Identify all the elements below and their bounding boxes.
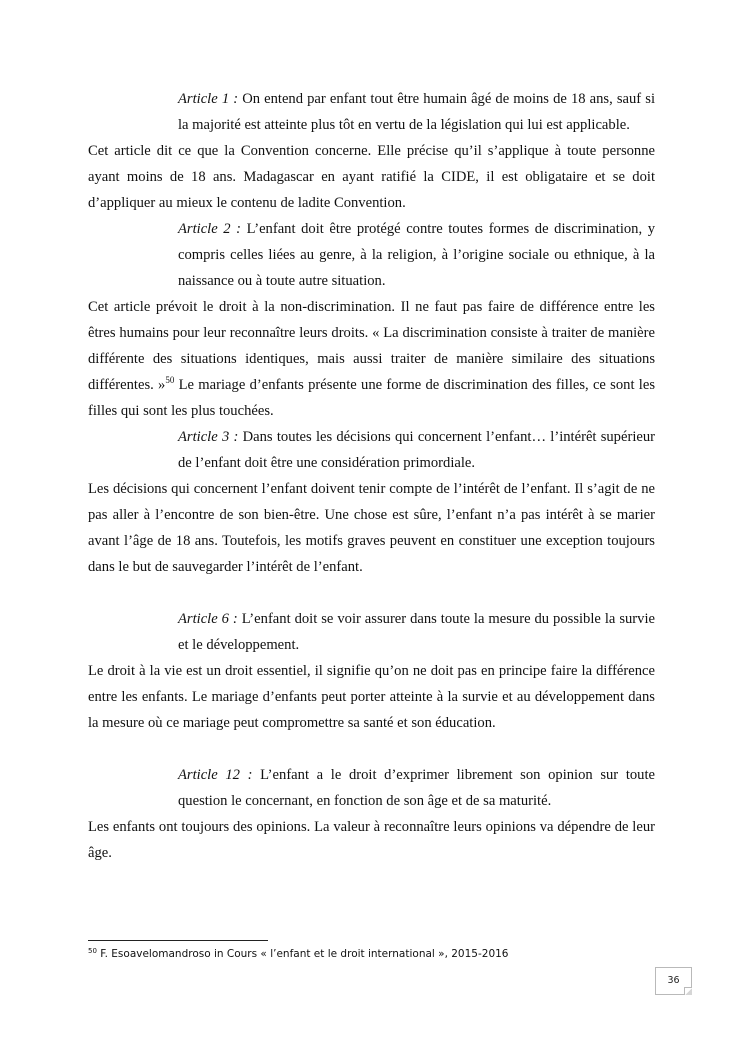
- footnote-number: 50: [88, 947, 97, 955]
- blank-line: [88, 736, 655, 762]
- paragraph-4: Le droit à la vie est un droit essentiel, il signifie qu’on ne doit pas en principe faire la différence entre les enfants. Le mariage d’enfants peut porter atteinte à la survie et au développement dans la mesure où ce mariage peut compromettre sa santé et son éducation.: [88, 663, 655, 731]
- article-12-label: Article 12 :: [178, 767, 253, 783]
- footnote-separator: [88, 940, 268, 941]
- article-1-quote: [178, 86, 655, 138]
- article-12-quote: [178, 762, 655, 814]
- article-6-text: L’enfant doit se voir assurer dans toute la mesure du possible la survie et le développement.: [178, 611, 655, 653]
- article-1-text: On entend par enfant tout être humain âgé de moins de 18 ans, sauf si la majorité est atteinte plus tôt en vertu de la législation qui lui est applicable.: [178, 91, 655, 133]
- article-1-label: Article 1 :: [178, 91, 239, 107]
- article-3-text: Dans toutes les décisions qui concernent l’enfant… l’intérêt supérieur de l’enfant doit être une considération primordiale.: [178, 429, 656, 471]
- article-3-label: Article 3 :: [178, 429, 239, 445]
- paragraph-2-part-1: Cet article prévoit le droit à la non-discrimination. Il ne faut pas faire de différence entre les êtres humains pour leur reconnaître leurs droits. « La discrimination consiste à traiter de manière différente des situations identiques, mais aussi traiter de manière similaire des situations différentes. »: [88, 299, 655, 393]
- page-number-box: [655, 967, 692, 995]
- paragraph-5: Les enfants ont toujours des opinions. La valeur à reconnaître leurs opinions va dépendre de leur âge.: [88, 819, 655, 861]
- footnote-reference[interactable]: 50: [165, 375, 175, 385]
- page-number: 36: [667, 975, 680, 986]
- paragraph-2: [88, 294, 655, 424]
- footnote: [88, 946, 688, 962]
- article-2-quote: [178, 216, 655, 294]
- blank-line: [88, 580, 655, 606]
- paragraph-2-part-2: Le mariage d’enfants présente une forme de discrimination des filles, ce sont les filles qui sont les plus touchées.: [88, 377, 655, 419]
- article-3-quote: [178, 424, 655, 476]
- article-2-label: Article 2 :: [178, 221, 242, 237]
- article-6-quote: [178, 606, 655, 658]
- article-12-text: L’enfant a le droit d’exprimer librement son opinion sur toute question le concernant, en fonction de son âge et de sa maturité.: [178, 767, 655, 809]
- article-6-label: Article 6 :: [178, 611, 238, 627]
- paragraph-1: Cet article dit ce que la Convention concerne. Elle précise qu’il s’applique à toute personne ayant moins de 18 ans. Madagascar en ayant ratifié la CIDE, il est obligataire et se doit d’appliquer au mieux le contenu de ladite Convention.: [88, 143, 655, 211]
- footnote-text: F. Esoavelomandroso in Cours « l’enfant et le droit international », 2015-2016: [96, 948, 509, 960]
- paragraph-3: Les décisions qui concernent l’enfant doivent tenir compte de l’intérêt de l’enfant. Il s’agit de ne pas aller à l’encontre de son bien-être. Une chose est sûre, l’enfant n’a pas intérêt à se marier avant l’âge de 18 ans. Toutefois, les motifs graves peuvent en constituer une exception toujours dans le but de sauvegarder l’intérêt de l’enfant.: [88, 481, 655, 575]
- article-2-text: L’enfant doit être protégé contre toutes formes de discrimination, y compris celles liées au genre, à la religion, à l’origine sociale ou ethnique, à la naissance ou à toute autre situation.: [178, 221, 655, 289]
- page-body: [88, 86, 655, 866]
